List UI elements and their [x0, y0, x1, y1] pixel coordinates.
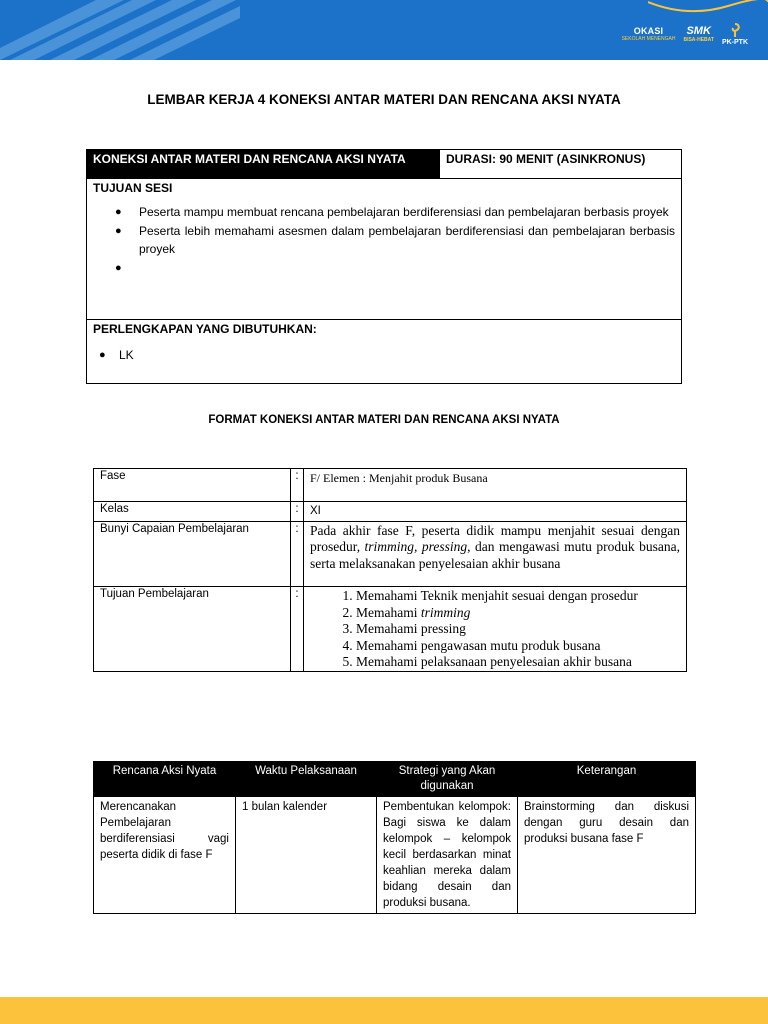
header-logos: [622, 14, 748, 54]
objectives-list: [93, 203, 675, 277]
list-item: 4. Memahami pengawasan mutu produk busana: [356, 638, 680, 655]
tujuan-label: Tujuan Pembelajaran: [94, 587, 291, 672]
smk-logo: [683, 26, 713, 43]
list-item: [115, 203, 675, 222]
table-row: [94, 587, 687, 672]
list-item: [115, 222, 675, 259]
keterangan-cell: Brainstorming dan diskusi dengan guru desain dan produksi busana fase F: [518, 797, 696, 914]
header-curve-decoration: [648, 0, 768, 14]
session-objectives-cell: [87, 179, 682, 320]
capaian-italic-text: trimming, pressing: [364, 539, 468, 554]
action-plan-table: [93, 761, 696, 914]
okasi-logo: [622, 27, 676, 42]
list-item: [99, 346, 675, 365]
objective-text: Peserta lebih memahami asesmen dalam pembelajaran berdiferensiasi dan pembelajaran berbasis proyek: [139, 223, 675, 256]
equipment-text: LK: [119, 348, 134, 362]
session-header-title: KONEKSI ANTAR MATERI DAN RENCANA AKSI NYATA: [87, 150, 440, 179]
bullet-icon: ●: [99, 349, 106, 361]
session-equipment-row: [87, 320, 682, 384]
objective-text: Peserta mampu membuat rencana pembelajaran berdiferensiasi dan pembelajaran berbasis proyek: [139, 205, 669, 219]
okasi-logo-text: OKASI: [633, 25, 664, 36]
separator: :: [291, 587, 304, 672]
session-duration: DURASI: 90 MENIT (ASINKRONUS): [440, 150, 682, 179]
list-item: 1. Memahami Teknik menjahit sesuai dengan prosedur: [356, 588, 680, 605]
table-row: [94, 469, 687, 502]
session-header-row: [87, 150, 682, 179]
kelas-value: XI: [304, 502, 687, 522]
pk-ptk-logo-icon: [727, 22, 743, 38]
bullet-icon: ●: [115, 261, 122, 274]
column-header: Rencana Aksi Nyata: [94, 762, 236, 797]
session-equipment-cell: [87, 320, 682, 384]
equipment-title: PERLENGKAPAN YANG DIBUTUHKAN:: [93, 322, 317, 336]
action-plan-header-row: [94, 762, 696, 797]
column-header: Keterangan: [518, 762, 696, 797]
tujuan-item-text: Memahami: [356, 604, 421, 620]
format-table: [93, 468, 687, 672]
table-row: [94, 502, 687, 522]
capaian-label: Bunyi Capaian Pembelajaran: [94, 521, 291, 587]
capaian-text: , dan mengawasi mutu produk busana, serta melaksanakan penyelesaian akhir busana: [310, 539, 680, 571]
bullet-icon: ●: [115, 224, 122, 237]
kelas-label: Kelas: [94, 502, 291, 522]
list-item: [356, 605, 680, 622]
footer-band: [0, 997, 768, 1024]
list-item: [115, 259, 675, 277]
list-item: 5. Memahami pelaksanaan penyelesaian akhir busana: [356, 654, 680, 671]
list-item: 3. Memahami pressing: [356, 621, 680, 638]
header-band: [0, 0, 768, 60]
table-row: [94, 521, 687, 587]
rencana-cell: Merencanakan Pembelajaran berdiferensiasi vagi peserta didik di fase F: [94, 797, 236, 914]
smk-logo-text: SMK: [686, 24, 711, 37]
bullet-icon: ●: [115, 206, 122, 218]
equipment-list: [93, 346, 675, 365]
fase-value: F/ Elemen : Menjahit produk Busana: [304, 469, 687, 502]
page-title: LEMBAR KERJA 4 KONEKSI ANTAR MATERI DAN RENCANA AKSI NYATA: [147, 92, 621, 107]
session-objectives-row: [87, 179, 682, 320]
tujuan-list: [310, 588, 680, 671]
okasi-logo-subtext: SEKOLAH MENENGAH: [621, 35, 676, 42]
tujuan-value: [304, 587, 687, 672]
capaian-text: Pada akhir fase F, peserta didik mampu menjahit sesuai dengan prosedur,: [310, 522, 680, 554]
waktu-cell: 1 bulan kalender: [236, 797, 377, 914]
smk-logo-subtext: BISA-HEBAT: [683, 36, 714, 43]
column-header: Strategi yang Akan digunakan: [377, 762, 518, 797]
strategi-cell: Pembentukan kelompok: Bagi siswa ke dalam kelompok – kelompok kecil berdasarkan minat keahlian mereka dalam bidang desain dan produksi busana.: [377, 797, 518, 914]
separator: :: [291, 469, 304, 502]
header-stripes-decoration: [0, 0, 240, 60]
capaian-value: [304, 521, 687, 587]
session-table: [86, 149, 682, 384]
tujuan-item-italic: trimming: [420, 604, 471, 620]
fase-label: Fase: [94, 469, 291, 502]
separator: :: [291, 521, 304, 587]
column-header: Waktu Pelaksanaan: [236, 762, 377, 797]
format-title: FORMAT KONEKSI ANTAR MATERI DAN RENCANA AKSI NYATA: [208, 414, 560, 426]
pk-ptk-logo: [722, 22, 748, 47]
pk-ptk-logo-text: PK-PTK: [721, 38, 748, 46]
separator: :: [291, 502, 304, 522]
objectives-title: TUJUAN SESI: [93, 181, 173, 195]
table-row: [94, 797, 696, 914]
